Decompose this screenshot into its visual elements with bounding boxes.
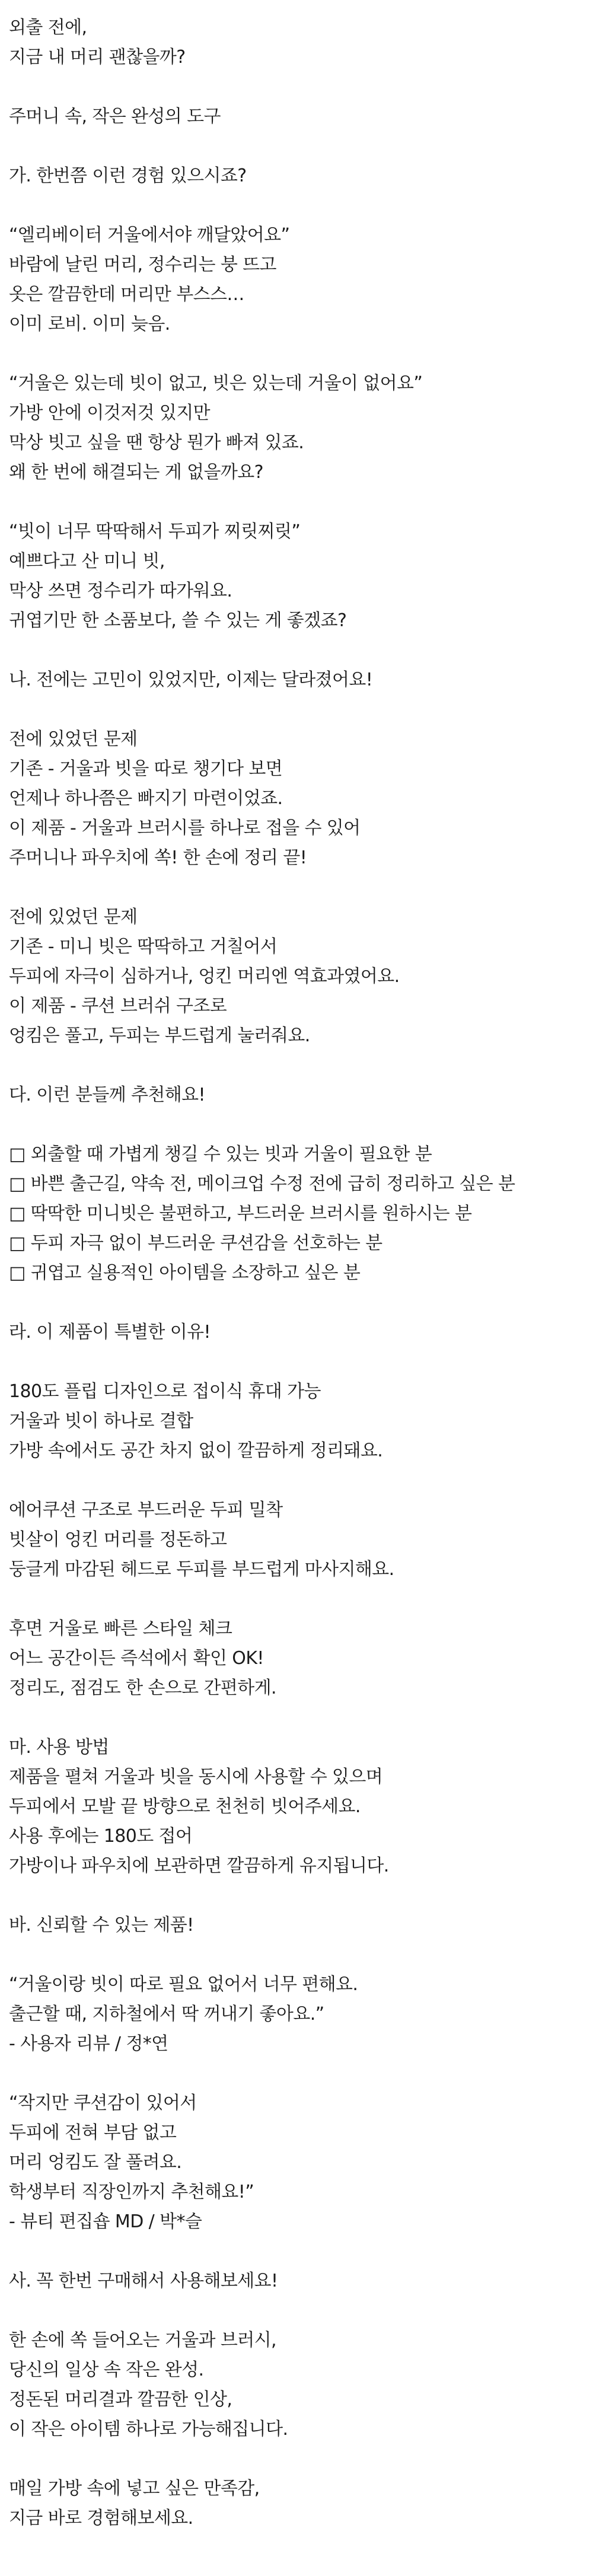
text-line: - 뷰티 편집숍 MD / 박*슬 [9, 2211, 202, 2232]
text-line: 엉킴은 풀고, 두피는 부드럽게 눌러줘요. [9, 1025, 310, 1046]
text-line: 당신의 일상 속 작은 완성. [9, 2360, 204, 2380]
text-line: 기존 - 미니 빗은 딱딱하고 거칠어서 [9, 936, 278, 957]
text-line: 주머니나 파우치에 쏙! 한 손에 정리 끝! [9, 847, 307, 868]
text-line: 이 제품 - 쿠션 브러쉬 구조로 [9, 996, 227, 1016]
text-paragraph [9, 102, 593, 132]
text-paragraph [9, 221, 593, 339]
text-line: 두피에 전혀 부담 없고 [9, 2122, 177, 2143]
text-line: □ 바쁜 출근길, 약속 전, 메이크업 수정 전에 급히 정리하고 싶은 분 [9, 1174, 515, 1194]
text-line: 머리 엉킴도 잘 풀려요. [9, 2152, 182, 2173]
text-paragraph [9, 1377, 593, 1466]
text-line: 지금 내 머리 괜찮을까? [9, 47, 186, 68]
text-paragraph [9, 1733, 593, 1881]
text-line: 사용 후에는 180도 접어 [9, 1826, 193, 1847]
text-line: 학생부터 직장인까지 추천해요!” [9, 2182, 254, 2202]
text-line: □ 귀엽고 실용적인 아이템을 소장하고 싶은 분 [9, 1263, 361, 1283]
text-paragraph [9, 1318, 593, 1347]
text-line: 사. 꼭 한번 구매해서 사용해보세요! [9, 2271, 278, 2291]
text-line: 귀엽기만 한 소품보다, 쓸 수 있는 게 좋겠죠? [9, 610, 347, 631]
text-paragraph [9, 2474, 593, 2533]
text-line: 가방이나 파우치에 보관하면 깔끔하게 유지됩니다. [9, 1856, 389, 1876]
text-line: 180도 플립 디자인으로 접이식 휴대 가능 [9, 1381, 321, 1402]
text-paragraph [9, 725, 593, 873]
text-paragraph [9, 2089, 593, 2237]
text-line: 나. 전에는 고민이 있었지만, 이제는 달라졌어요! [9, 669, 373, 690]
text-line: 이 제품 - 거울과 브러시를 하나로 접을 수 있어 [9, 818, 361, 839]
text-line: 전에 있었던 문제 [9, 729, 138, 750]
text-line: 막상 쓰면 정수리가 따가워요. [9, 581, 232, 601]
text-line: 왜 한 번에 해결되는 게 없을까요? [9, 462, 263, 483]
text-line: 옷은 깔끔한데 머리만 부스스… [9, 284, 244, 305]
text-line: 빗살이 엉킨 머리를 정돈하고 [9, 1529, 227, 1550]
text-paragraph [9, 665, 593, 695]
text-line: 가. 한번쯤 이런 경험 있으시죠? [9, 165, 247, 186]
text-line: 예쁘다고 산 미니 빗, [9, 551, 165, 572]
text-paragraph [9, 369, 593, 487]
text-paragraph [9, 1140, 593, 1288]
text-line: - 사용자 리뷰 / 정*연 [9, 2033, 168, 2054]
text-paragraph [9, 1911, 593, 1940]
text-paragraph [9, 1080, 593, 1110]
text-line: 막상 빗고 싶을 땐 항상 뭔가 빠져 있죠. [9, 432, 304, 453]
text-paragraph [9, 517, 593, 636]
text-line: 다. 이런 분들께 추천해요! [9, 1085, 205, 1105]
text-line: 가방 속에서도 공간 차지 없이 깔끔하게 정리돼요. [9, 1440, 383, 1461]
text-line: □ 딱딱한 미니빗은 불편하고, 부드러운 브러시를 원하시는 분 [9, 1203, 472, 1224]
text-line: “거울은 있는데 빗이 없고, 빗은 있는데 거울이 없어요” [9, 373, 423, 394]
text-line: 두피에 자극이 심하거나, 엉킨 머리엔 역효과였어요. [9, 966, 400, 987]
text-line: 어느 공간이든 즉석에서 확인 OK! [9, 1648, 264, 1669]
text-line: “작지만 쿠션감이 있어서 [9, 2093, 197, 2113]
text-line: 바. 신뢰할 수 있는 제품! [9, 1915, 194, 1936]
text-line: 전에 있었던 문제 [9, 907, 138, 927]
text-line: 언제나 하나쯤은 빠지기 마련이었죠. [9, 788, 283, 809]
text-line: 출근할 때, 지하철에서 딱 꺼내기 좋아요.” [9, 2004, 324, 2025]
text-paragraph [9, 2266, 593, 2296]
text-paragraph [9, 1970, 593, 2059]
text-line: 이미 로비. 이미 늦음. [9, 314, 170, 334]
text-line: 거울과 빗이 하나로 결합 [9, 1411, 193, 1432]
text-paragraph [9, 1614, 593, 1703]
text-line: 주머니 속, 작은 완성의 도구 [9, 106, 221, 127]
text-line: 매일 가방 속에 넣고 싶은 만족감, [9, 2478, 260, 2499]
text-line: “엘리베이터 거울에서야 깨달았어요” [9, 225, 290, 246]
text-line: 외출 전에, [9, 17, 87, 38]
text-line: “빗이 너무 딱딱해서 두피가 찌릿찌릿” [9, 521, 301, 542]
text-line: 두피에서 모발 끝 방향으로 천천히 빗어주세요. [9, 1796, 361, 1817]
text-paragraph [9, 13, 593, 72]
text-line: 제품을 펼쳐 거울과 빗을 동시에 사용할 수 있으며 [9, 1767, 383, 1787]
text-line: □ 두피 자극 없이 부드러운 쿠션감을 선호하는 분 [9, 1233, 382, 1254]
text-line: 라. 이 제품이 특별한 이유! [9, 1322, 211, 1343]
text-paragraph [9, 1496, 593, 1585]
text-line: 한 손에 쏙 들어오는 거울과 브러시, [9, 2330, 276, 2351]
text-paragraph [9, 2326, 593, 2444]
text-line: 정돈된 머리결과 깔끔한 인상, [9, 2389, 232, 2410]
text-line: 마. 사용 방법 [9, 1737, 109, 1758]
text-line: “거울이랑 빗이 따로 필요 없어서 너무 편해요. [9, 1974, 358, 1995]
text-line: 후면 거울로 빠른 스타일 체크 [9, 1618, 232, 1639]
text-line: 둥글게 마감된 헤드로 두피를 부드럽게 마사지해요. [9, 1559, 394, 1580]
text-line: 바람에 날린 머리, 정수리는 붕 뜨고 [9, 254, 276, 275]
text-line: 정리도, 점검도 한 손으로 간편하게. [9, 1678, 276, 1698]
text-line: □ 외출할 때 가볍게 챙길 수 있는 빗과 거울이 필요한 분 [9, 1144, 432, 1165]
text-line: 기존 - 거울과 빗을 따로 챙기다 보면 [9, 758, 283, 779]
text-line: 지금 바로 경험해보세요. [9, 2508, 193, 2529]
text-paragraph [9, 161, 593, 191]
text-line: 가방 안에 이것저것 있지만 [9, 403, 210, 423]
text-line: 에어쿠션 구조로 부드러운 두피 밀착 [9, 1500, 283, 1520]
text-paragraph [9, 903, 593, 1051]
text-line: 이 작은 아이템 하나로 가능해집니다. [9, 2419, 288, 2440]
